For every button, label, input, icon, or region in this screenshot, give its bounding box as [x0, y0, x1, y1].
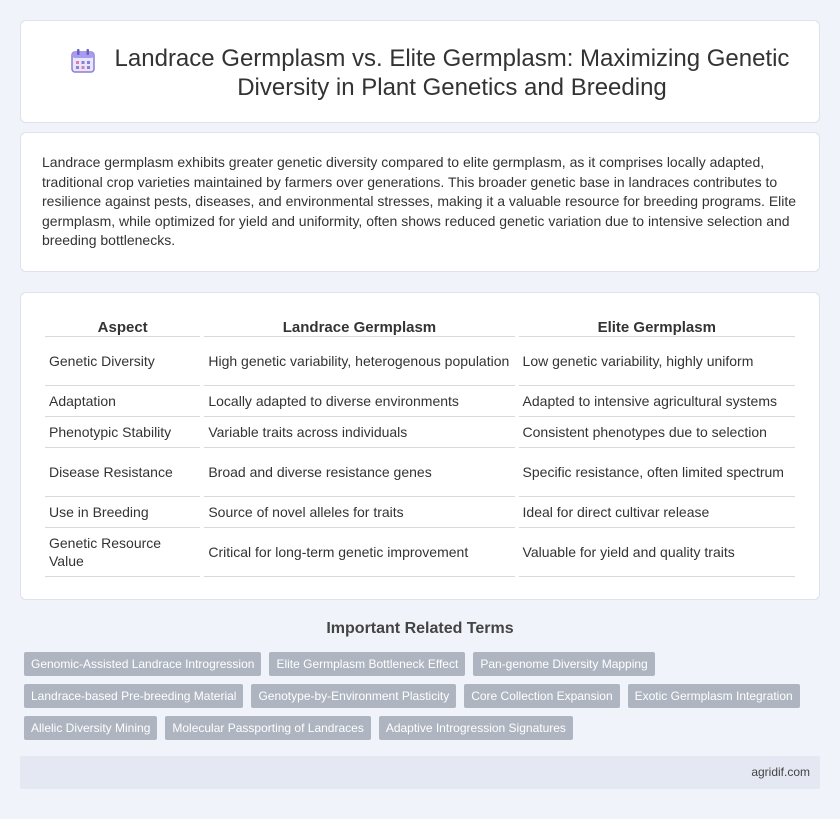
cell-elite: Specific resistance, often limited spectrum — [519, 448, 795, 497]
table-row — [45, 448, 795, 497]
cell-landrace: Broad and diverse resistance genes — [204, 448, 514, 497]
related-term-tag[interactable]: Landrace-based Pre-breeding Material — [24, 684, 243, 708]
cell-elite: Adapted to intensive agricultural systems — [519, 386, 795, 417]
table-row — [45, 337, 795, 386]
table-row — [45, 497, 795, 528]
cell-elite: Low genetic variability, highly uniform — [519, 337, 795, 386]
cell-landrace: Source of novel alleles for traits — [204, 497, 514, 528]
cell-landrace: Critical for long-term genetic improvement — [204, 528, 514, 577]
cell-aspect: Phenotypic Stability — [45, 417, 200, 448]
title-row — [61, 44, 799, 102]
header-aspect: Aspect — [45, 315, 200, 337]
related-term-tag[interactable]: Core Collection Expansion — [464, 684, 619, 708]
cell-elite: Ideal for direct cultivar release — [519, 497, 795, 528]
related-term-tag[interactable]: Molecular Passporting of Landraces — [165, 716, 370, 740]
comparison-card — [20, 292, 820, 600]
table-row — [45, 528, 795, 577]
cell-landrace: High genetic variability, heterogenous population — [204, 337, 514, 386]
cell-landrace: Variable traits across individuals — [204, 417, 514, 448]
cell-aspect: Genetic Resource Value — [45, 528, 200, 577]
related-terms-list — [24, 652, 824, 748]
cell-elite: Valuable for yield and quality traits — [519, 528, 795, 577]
header-elite: Elite Germplasm — [519, 315, 795, 337]
related-term-tag[interactable]: Genotype-by-Environment Plasticity — [251, 684, 456, 708]
related-term-tag[interactable]: Exotic Germplasm Integration — [628, 684, 800, 708]
comparison-table — [41, 315, 799, 577]
calendar-icon — [68, 46, 98, 76]
cell-aspect: Adaptation — [45, 386, 200, 417]
cell-landrace: Locally adapted to diverse environments — [204, 386, 514, 417]
page-title: Landrace Germplasm vs. Elite Germplasm: Maximizing Genetic Diversity in Plant Genetics and Breeding — [114, 45, 790, 101]
related-terms-title: Important Related Terms — [326, 620, 514, 637]
cell-aspect: Genetic Diversity — [45, 337, 200, 386]
intro-paragraph: Landrace germplasm exhibits greater genetic diversity compared to elite germplasm, as it comprises locally adapted, traditional crop varieties maintained by farmers over generations. This broader genetic base in landraces contributes to resilience against pests, diseases, and environmental stresses, making it a valuable resource for breeding programs. Elite germplasm, while optimized for yield and uniformity, often shows reduced genetic variation due to intensive selection and breeding bottlenecks. — [42, 154, 797, 249]
title-card — [20, 20, 820, 123]
table-row — [45, 386, 795, 417]
related-term-tag[interactable]: Adaptive Introgression Signatures — [379, 716, 573, 740]
cell-aspect: Use in Breeding — [45, 497, 200, 528]
related-term-tag[interactable]: Allelic Diversity Mining — [24, 716, 157, 740]
related-term-tag[interactable]: Elite Germplasm Bottleneck Effect — [269, 652, 465, 676]
table-header-row — [45, 315, 795, 337]
intro-card — [20, 132, 820, 272]
related-term-tag[interactable]: Pan-genome Diversity Mapping — [473, 652, 654, 676]
table-row — [45, 417, 795, 448]
cell-elite: Consistent phenotypes due to selection — [519, 417, 795, 448]
cell-aspect: Disease Resistance — [45, 448, 200, 497]
footer-bar — [20, 756, 820, 789]
header-landrace: Landrace Germplasm — [204, 315, 514, 337]
footer-site-link[interactable]: agridif.com — [751, 765, 810, 779]
related-term-tag[interactable]: Genomic-Assisted Landrace Introgression — [24, 652, 261, 676]
